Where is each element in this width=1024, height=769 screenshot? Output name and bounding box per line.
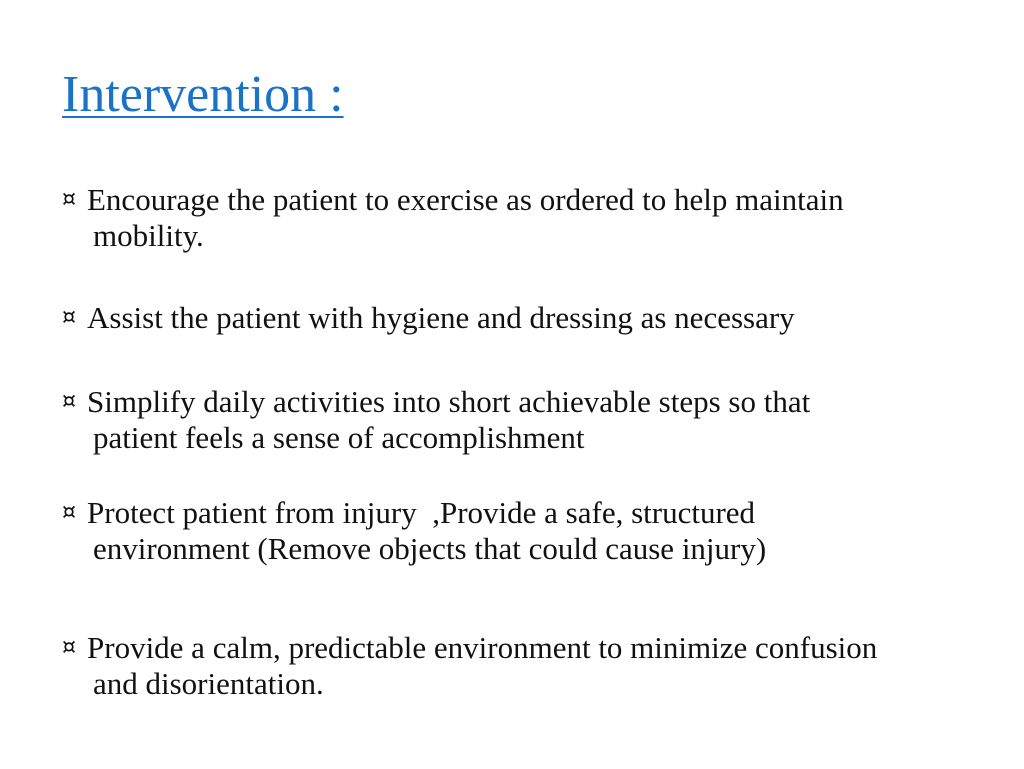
bullet-marker-icon: ¤ <box>62 500 76 525</box>
bullet-item <box>62 300 992 336</box>
bullet-text <box>62 182 992 254</box>
bullet-item <box>62 182 992 254</box>
bullet-item <box>62 384 992 456</box>
bullet-text <box>62 630 992 702</box>
bullet-line: patient feels a sense of accomplishment <box>93 420 585 455</box>
bullet-line: Simplify daily activities into short achievable steps so that <box>87 384 811 419</box>
bullet-line: Assist the patient with hygiene and dressing as necessary <box>87 300 795 335</box>
bullet-text <box>62 300 992 336</box>
bullet-marker-icon: ¤ <box>62 187 76 212</box>
bullet-text <box>62 384 992 456</box>
bullet-line: environment (Remove objects that could cause injury) <box>93 531 767 566</box>
bullet-marker-icon: ¤ <box>62 635 76 660</box>
bullet-marker-icon: ¤ <box>62 305 76 330</box>
bullet-line: Protect patient from injury ,Provide a safe, structured <box>87 495 756 530</box>
slide-title: Intervention : <box>62 66 344 123</box>
bullet-line: Provide a calm, predictable environment to minimize confusion <box>87 630 878 665</box>
bullet-marker-icon: ¤ <box>62 389 76 414</box>
bullet-line: Encourage the patient to exercise as ordered to help maintain <box>87 182 844 217</box>
bullet-item <box>62 495 992 567</box>
bullet-line: and disorientation. <box>93 666 324 701</box>
bullet-item <box>62 630 992 702</box>
bullet-line: mobility. <box>93 218 204 253</box>
bullet-text <box>62 495 992 567</box>
